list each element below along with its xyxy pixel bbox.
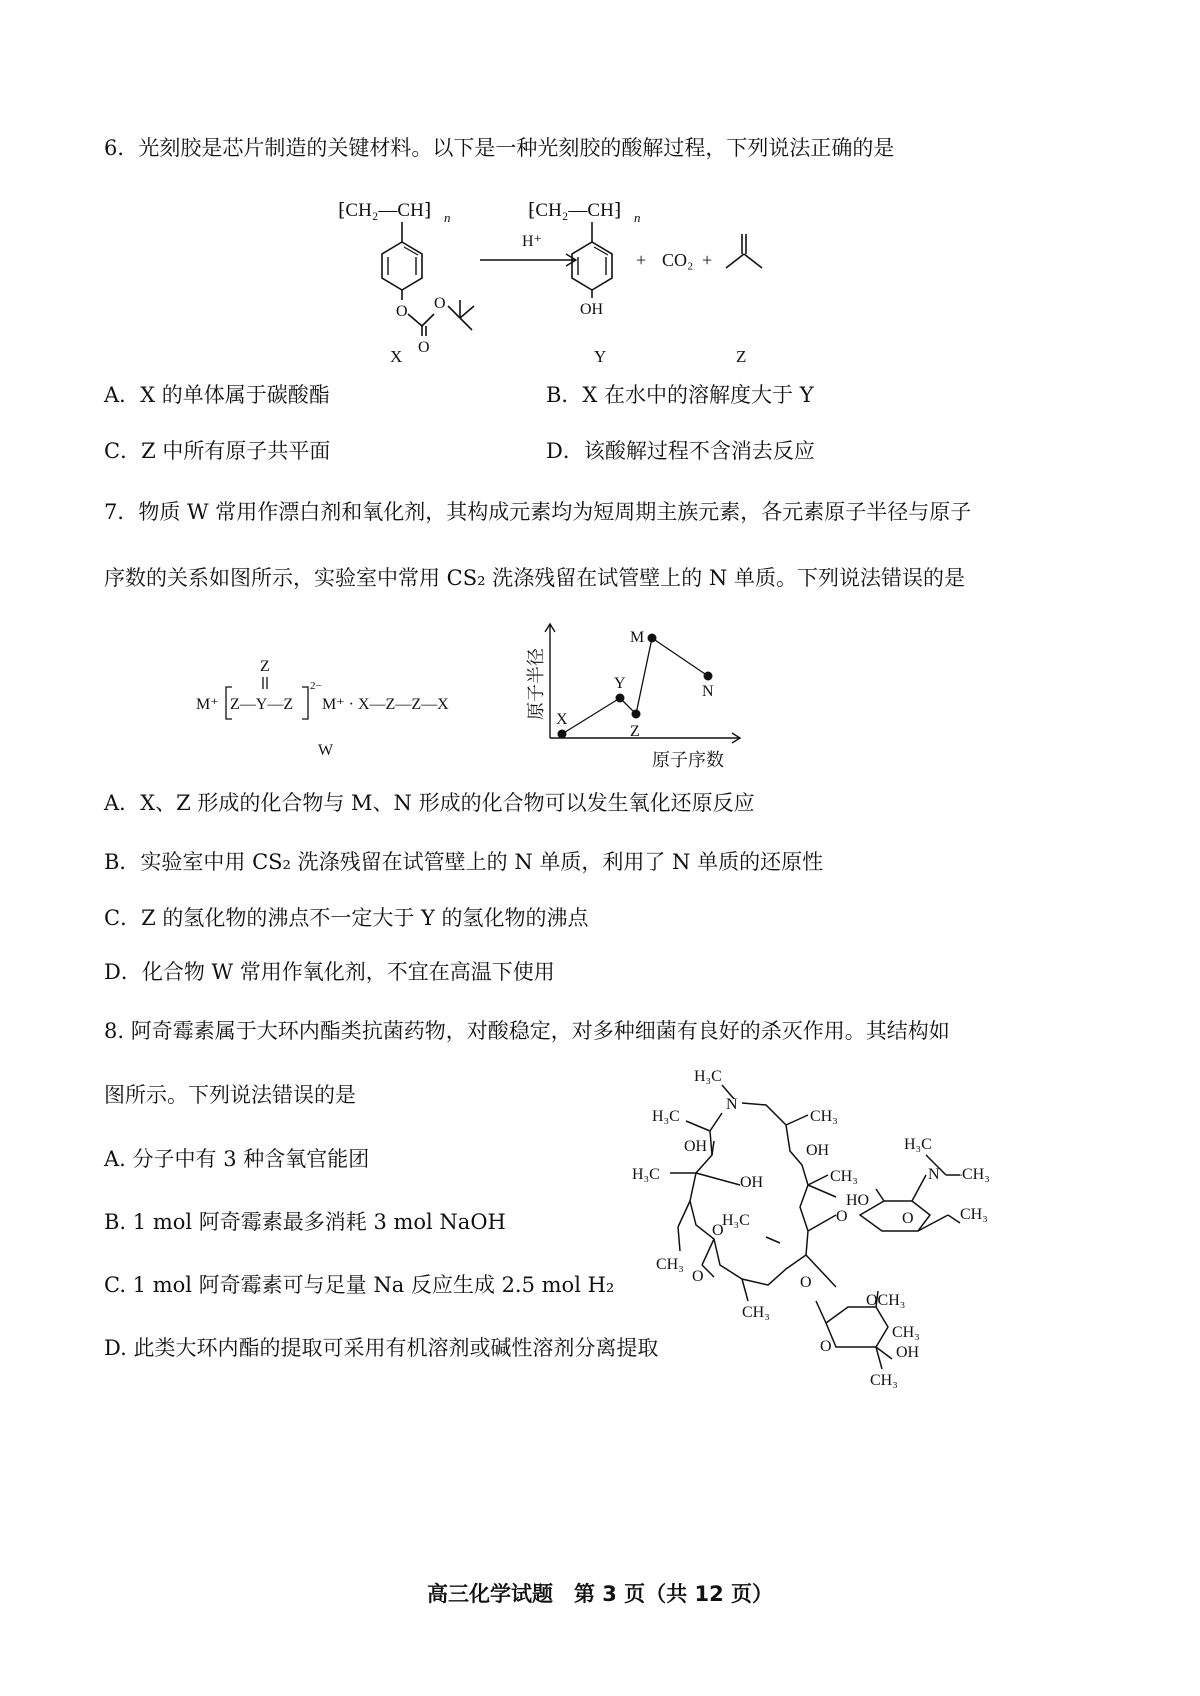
q7-structure-w	[196, 655, 496, 765]
q8-option-a[interactable]: A. 分子中有 3 种含氧官能团	[104, 1147, 370, 1171]
svg-text:O: O	[820, 1338, 832, 1355]
svg-text:O: O	[712, 1222, 724, 1239]
y-axis-label: 原子半径	[526, 648, 546, 720]
q7-stem-line1: 7．物质 W 常用作漂白剂和氧化剂，其构成元素均为短周期主族元素，各元素原子半径与原子	[104, 500, 972, 524]
w-label: W	[318, 742, 334, 759]
w-charge: 2−	[310, 680, 322, 692]
q6-option-d[interactable]: D．该酸解过程不含消去反应	[546, 439, 815, 463]
svg-text:OH: OH	[684, 1138, 708, 1155]
svg-text:CH₃: CH₃	[656, 1256, 684, 1273]
chart-segment-3	[652, 638, 708, 676]
svg-text:HO: HO	[846, 1192, 870, 1209]
w-m-right: M⁺ · X—Z—Z—X	[322, 696, 449, 713]
polymer-x-n: n	[444, 210, 451, 225]
chart-segment-2	[636, 638, 652, 714]
svg-text:O: O	[800, 1274, 812, 1291]
q8-stem-line2: 图所示。下列说法错误的是	[104, 1083, 356, 1107]
co2: CO₂	[662, 250, 694, 270]
svg-text:O: O	[836, 1208, 848, 1225]
svg-text:H₃C: H₃C	[722, 1212, 750, 1229]
w-top-z: Z	[260, 658, 270, 675]
y-oh: OH	[580, 301, 604, 318]
plus-2: +	[702, 250, 713, 270]
q8-option-d[interactable]: D. 此类大环内酯的提取可采用有机溶剂或碱性溶剂分离提取	[104, 1336, 659, 1360]
q6-option-b[interactable]: B．X 在水中的溶解度大于 Y	[546, 383, 814, 407]
azithromycin-structure	[630, 1055, 1050, 1395]
svg-text:H₃C: H₃C	[652, 1108, 680, 1125]
svg-text:CH₃: CH₃	[742, 1304, 770, 1321]
q6-option-a[interactable]: A．X 的单体属于碳酸酯	[104, 383, 330, 407]
label-y: Y	[594, 347, 607, 366]
q8-option-c[interactable]: C. 1 mol 阿奇霉素可与足量 Na 反应生成 2.5 mol H₂	[104, 1273, 615, 1297]
chart-point-label-y: Y	[614, 675, 626, 692]
x-carbonyl-o: O	[418, 339, 430, 356]
svg-text:—CH₃: —CH₃	[946, 1166, 990, 1183]
q6-reaction-scheme	[330, 190, 930, 370]
q7-option-c[interactable]: C．Z 的氢化物的沸点不一定大于 Y 的氢化物的沸点	[104, 906, 589, 930]
w-anion: Z—Y—Z	[230, 696, 294, 713]
svg-text:CH₃: CH₃	[960, 1206, 988, 1223]
chart-point-x	[558, 730, 567, 739]
page-footer: 高三化学试题 第 3 页（共 12 页）	[426, 1582, 774, 1606]
q8-option-b[interactable]: B. 1 mol 阿奇霉素最多消耗 3 mol NaOH	[104, 1210, 506, 1234]
svg-text:N: N	[928, 1166, 940, 1183]
polymer-y-backbone: ⁅CH₂—CH⁆	[528, 200, 622, 221]
chart-segment-0	[562, 698, 620, 734]
q8-stem-line1: 8. 阿奇霉素属于大环内酯类抗菌药物，对酸稳定，对多种细菌有良好的杀灭作用。其结构如	[104, 1019, 950, 1043]
svg-text:CH₃: CH₃	[810, 1108, 838, 1125]
svg-text:N: N	[726, 1096, 738, 1113]
svg-text:CH₃: CH₃	[870, 1372, 898, 1389]
x-ester-o: O	[434, 295, 446, 312]
chart-point-z	[632, 710, 641, 719]
q6-stem: 6．光刻胶是芯片制造的关键材料。以下是一种光刻胶的酸解过程，下列说法正确的是	[104, 136, 895, 160]
chart-point-m	[648, 634, 657, 643]
q7-option-b[interactable]: B．实验室中用 CS₂ 洗涤残留在试管壁上的 N 单质，利用了 N 单质的还原性	[104, 850, 824, 874]
chart-point-y	[616, 694, 625, 703]
chart-point-label-n: N	[702, 683, 714, 700]
svg-text:O: O	[902, 1210, 914, 1227]
q7-stem-line2: 序数的关系如图所示，实验室中常用 CS₂ 洗涤残留在试管壁上的 N 单质。下列说法错误的是	[104, 566, 965, 590]
svg-text:H₃C: H₃C	[632, 1166, 660, 1183]
polymer-x-backbone: ⁅CH₂—CH⁆	[338, 200, 432, 221]
svg-text:OH: OH	[806, 1142, 830, 1159]
q7-radius-chart	[522, 620, 752, 780]
svg-text:OH: OH	[740, 1174, 764, 1191]
chart-point-label-z: Z	[630, 723, 640, 740]
chart-point-label-x: X	[556, 711, 568, 728]
plus-1: +	[636, 250, 647, 270]
svg-text:OH: OH	[896, 1344, 920, 1361]
q6-option-c[interactable]: C．Z 中所有原子共平面	[104, 439, 331, 463]
x-axis-label: 原子序数	[652, 750, 724, 770]
label-x: X	[390, 347, 403, 366]
q7-option-d[interactable]: D．化合物 W 常用作氧化剂，不宜在高温下使用	[104, 960, 555, 984]
q7-option-a[interactable]: A．X、Z 形成的化合物与 M、N 形成的化合物可以发生氧化还原反应	[104, 791, 755, 815]
svg-text:OCH₃: OCH₃	[866, 1292, 906, 1309]
x-ether-o: O	[396, 303, 408, 320]
polymer-y-n: n	[634, 210, 641, 225]
reagent-label: H⁺	[522, 233, 542, 250]
svg-text:CH₃: CH₃	[830, 1168, 858, 1185]
w-m-left: M⁺	[196, 696, 219, 713]
svg-text:H₃C: H₃C	[694, 1068, 722, 1085]
svg-text:O: O	[692, 1268, 704, 1285]
label-z: Z	[736, 347, 747, 366]
chart-point-label-m: M	[630, 629, 645, 646]
svg-text:H₃C: H₃C	[904, 1136, 932, 1153]
chart-point-n	[704, 672, 713, 681]
svg-text:CH₃: CH₃	[892, 1324, 920, 1341]
